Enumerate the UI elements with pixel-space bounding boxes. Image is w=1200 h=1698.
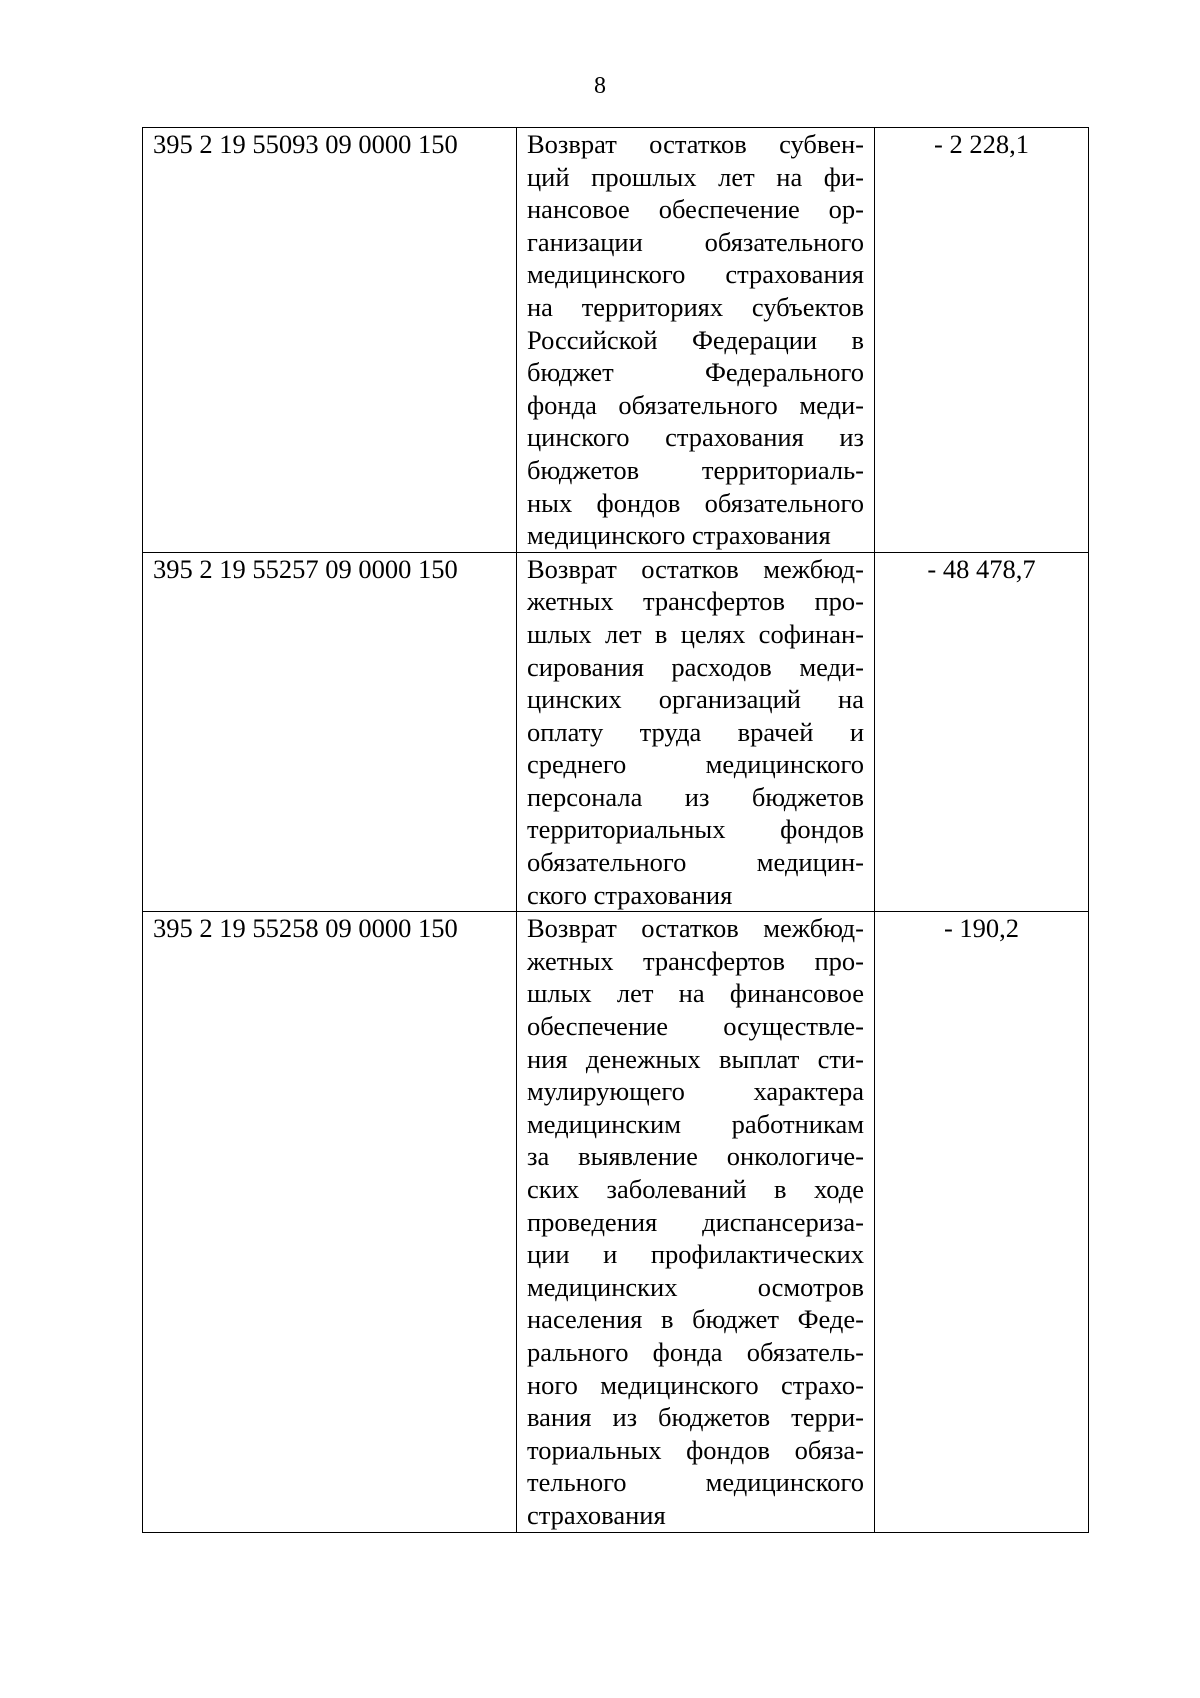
- description-line: территориальных фондов: [527, 814, 864, 845]
- description-line: ного медицинского страхо-: [527, 1369, 864, 1400]
- budget-table: [142, 127, 1089, 1533]
- description-line: медицинского страхования: [527, 259, 864, 290]
- description-line: Возврат остатков межбюд-: [527, 913, 864, 944]
- description-line: жетных трансфертов про-: [527, 586, 864, 617]
- description-line: бюджет Федерального: [527, 357, 864, 388]
- description-line: цинских организаций на: [527, 684, 864, 715]
- description-line: фонда обязательного меди-: [527, 389, 864, 420]
- description-line: мулирующего характера: [527, 1076, 864, 1107]
- description-line: жетных трансфертов про-: [527, 945, 864, 976]
- income-description-cell: [517, 552, 875, 912]
- budget-code-cell: 395 2 19 55258 09 0000 150: [143, 912, 517, 1532]
- description-line: цинского страхования из: [527, 422, 864, 453]
- description-line: обеспечение осуществле-: [527, 1011, 864, 1042]
- description-line: ского страхования: [527, 879, 733, 910]
- amount-cell: - 190,2: [875, 912, 1089, 1532]
- description-line: ций прошлых лет на фи-: [527, 161, 864, 192]
- description-line: ских заболеваний в ходе: [527, 1174, 864, 1204]
- description-line: страхования: [527, 1499, 666, 1530]
- description-line: вания из бюджетов терри-: [527, 1402, 864, 1433]
- description-line: населения в бюджет Феде-: [527, 1304, 864, 1335]
- description-line: бюджетов территориаль-: [527, 454, 864, 485]
- income-description-cell: [517, 912, 875, 1532]
- table-row: [143, 552, 1089, 912]
- description-line: среднего медицинского: [527, 749, 864, 780]
- description-line: нансовое обеспечение ор-: [527, 194, 864, 225]
- description-line: Возврат остатков межбюд-: [527, 553, 864, 584]
- description-line: шлых лет в целях софинан-: [527, 618, 864, 649]
- income-description-cell: [517, 128, 875, 553]
- description-line: ториальных фондов обяза-: [527, 1434, 864, 1465]
- description-line: за выявление онкологиче-: [527, 1141, 864, 1172]
- description-line: шлых лет на финансовое: [527, 978, 864, 1009]
- table-row: [143, 128, 1089, 553]
- budget-code-cell: 395 2 19 55093 09 0000 150: [143, 128, 517, 553]
- description-line: медицинского страхования: [527, 520, 831, 551]
- amount-cell: - 48 478,7: [875, 552, 1089, 912]
- description-line: Российской Федерации в: [527, 324, 864, 355]
- table-row: [143, 912, 1089, 1532]
- description-line: на территориях субъектов: [527, 291, 864, 322]
- description-line: персонала из бюджетов: [527, 781, 864, 812]
- page-number: 8: [594, 73, 606, 99]
- description-line: сирования расходов меди-: [527, 651, 864, 682]
- description-line: тельного медицинского: [527, 1467, 864, 1498]
- description-line: Возврат остатков субвен-: [527, 129, 864, 159]
- description-line: ния денежных выплат сти-: [527, 1043, 864, 1074]
- description-line: медицинским работникам: [527, 1108, 864, 1139]
- description-line: ных фондов обязательного: [527, 487, 864, 518]
- description-line: оплату труда врачей и: [527, 716, 864, 747]
- description-line: ганизации обязательного: [527, 226, 864, 257]
- budget-code-cell: 395 2 19 55257 09 0000 150: [143, 552, 517, 912]
- description-line: рального фонда обязатель-: [527, 1336, 864, 1367]
- description-line: ции и профилактических: [527, 1239, 864, 1270]
- description-line: медицинских осмотров: [527, 1271, 864, 1302]
- description-line: обязательного медицин-: [527, 847, 864, 878]
- amount-cell: - 2 228,1: [875, 128, 1089, 553]
- description-line: проведения диспансериза-: [527, 1206, 864, 1237]
